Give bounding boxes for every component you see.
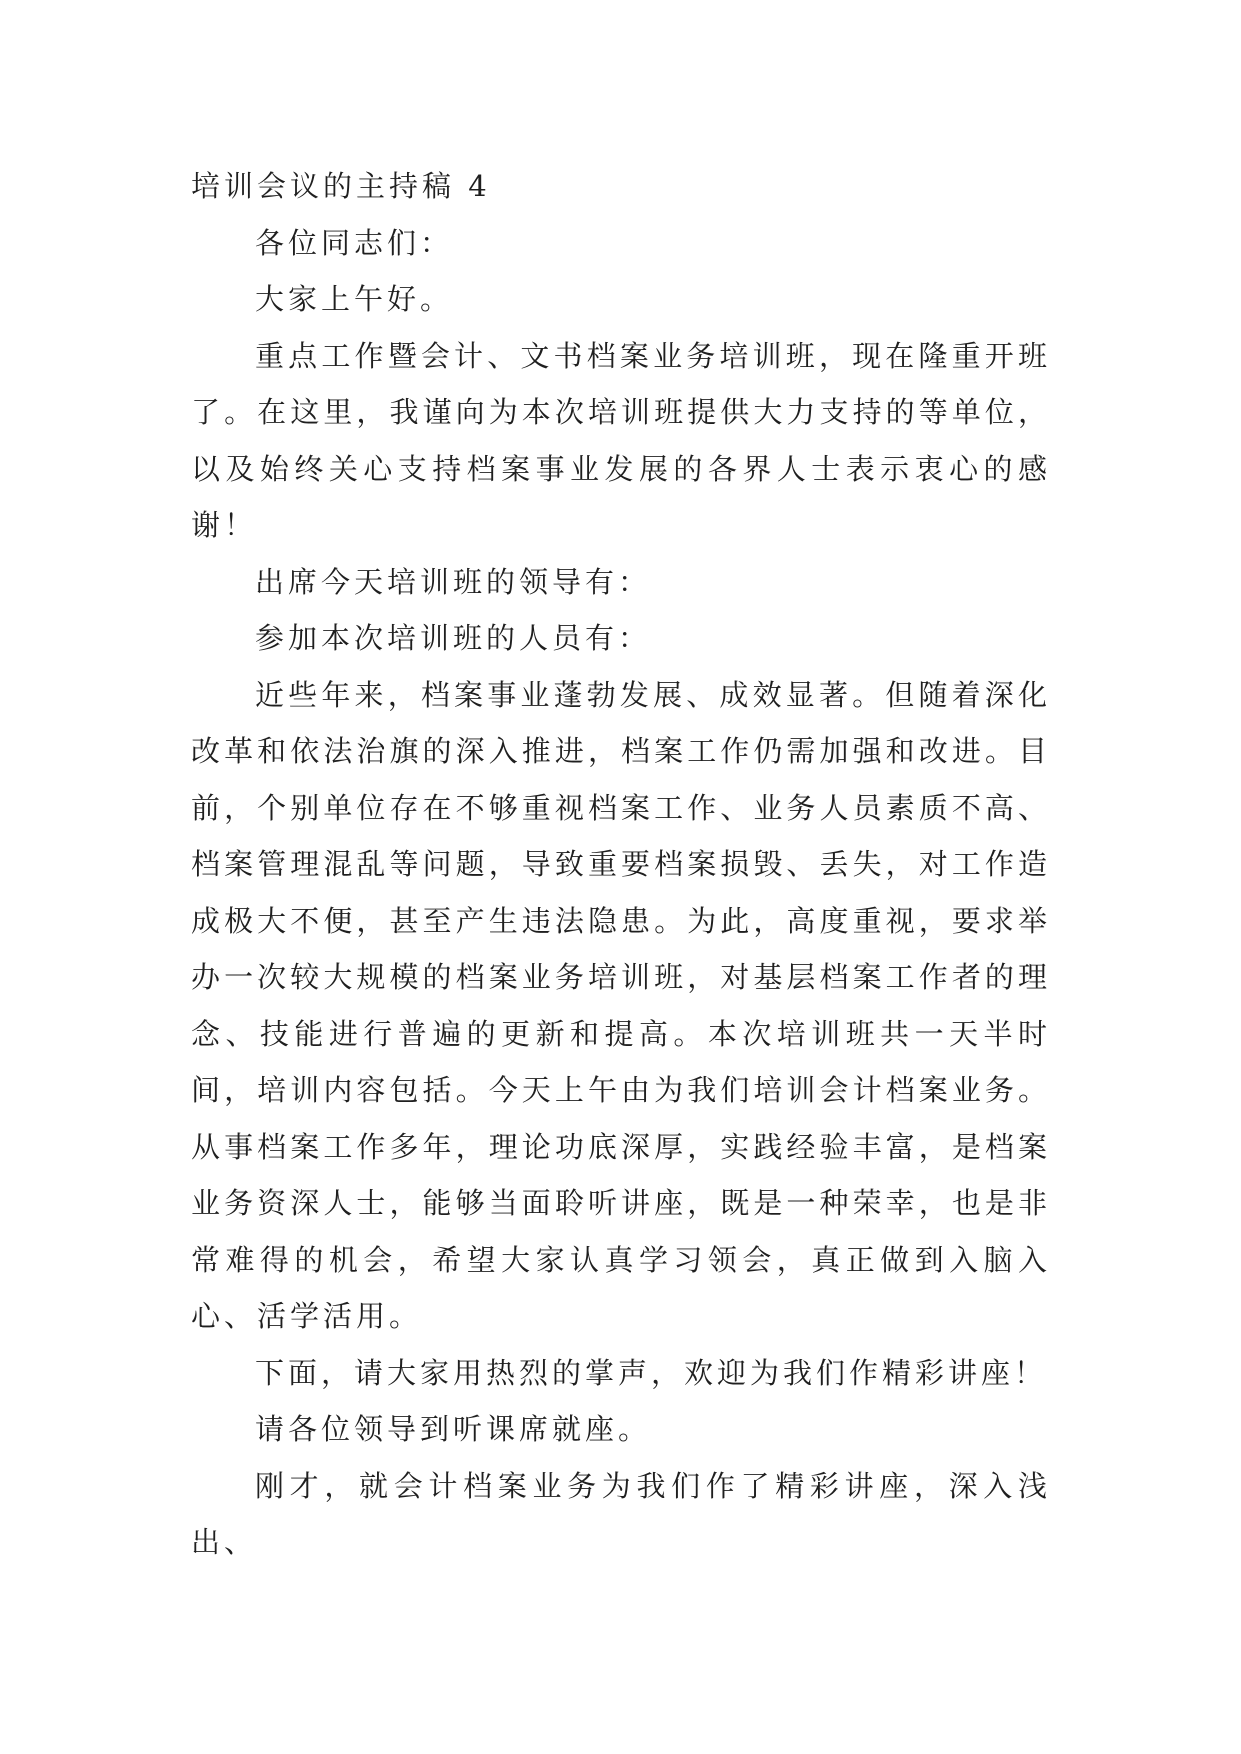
paragraph-opening: 重点工作暨会计、文书档案业务培训班，现在隆重开班了。在这里，我谨向为本次培训班提供大力支持的等单位，以及始终关心支持档案事业发展的各界人士表示衷心的感谢！: [191, 338, 1051, 542]
paragraph-summary: 刚才，就会计档案业务为我们作了精彩讲座，深入浅出、: [191, 1468, 1051, 1559]
document-title: 培训会议的主持稿 4: [191, 169, 491, 203]
document-body: [191, 158, 1051, 1571]
paragraph-good-morning: 大家上午好。: [255, 282, 454, 316]
paragraph-welcome-applause: 下面，请大家用热烈的掌声，欢迎为我们作精彩讲座！: [255, 1355, 1048, 1390]
paragraph-seating: 请各位领导到听课席就座。: [255, 1412, 652, 1446]
paragraph-background: 近些年来，档案事业蓬勃发展、成效显著。但随着深化改革和依法治旗的深入推进，档案工作仍需加强和改进。目前，个别单位存在不够重视档案工作、业务人员素质不高、档案管理混乱等问题，导致重要档案损毁、丢失，对工作造成极大不便，甚至产生违法隐患。为此，高度重视，要求举办一次较大规模的档案业务培训班，对基层档案工作者的理念、技能进行普遍的更新和提高。本次培训班共一天半时间，培训内容包括。今天上午由为我们培训会计档案业务。从事档案工作多年，理论功底深厚，实践经验丰富，是档案业务资深人士，能够当面聆听讲座，既是一种荣幸，也是非常难得的机会，希望大家认真学习领会，真正做到入脑入心、活学活用。: [191, 677, 1051, 1333]
paragraph-participants: 参加本次培训班的人员有：: [255, 621, 652, 655]
paragraph-greeting: 各位同志们：: [255, 225, 454, 260]
paragraph-leaders-present: 出席今天培训班的领导有：: [255, 564, 652, 599]
